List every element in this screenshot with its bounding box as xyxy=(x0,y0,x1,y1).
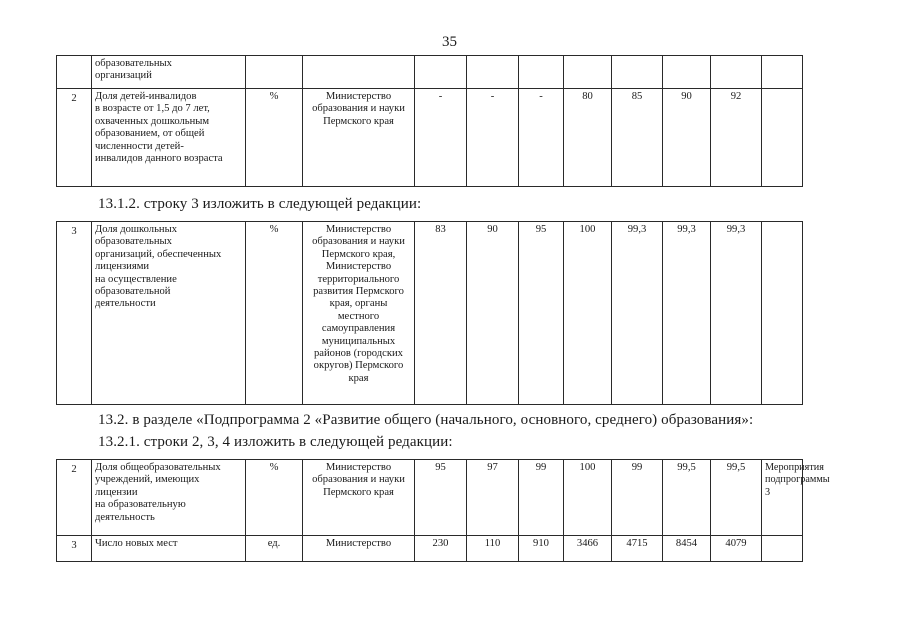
value-cell: 99 xyxy=(519,460,564,536)
value-cell: 90 xyxy=(467,222,519,405)
value-cell: 90 xyxy=(663,89,711,187)
unit-cell xyxy=(246,56,303,89)
value-cell: 99,3 xyxy=(663,222,711,405)
value-cell: 99,5 xyxy=(711,460,762,536)
value-cell: 83 xyxy=(415,222,467,405)
value-cell: - xyxy=(415,89,467,187)
responsible-cell: Министерство образования и науки Пермского края, Министерство территориального развития Пермского края, органы местного самоуправления муниципальных районов (городских округов) Пермского края xyxy=(303,222,415,405)
note-cell xyxy=(762,56,803,89)
row-number xyxy=(57,56,92,89)
value-cell: 8454 xyxy=(663,536,711,562)
table-row xyxy=(57,460,803,536)
responsible-cell: Министерство образования и науки Пермского края xyxy=(303,460,415,536)
value-cell: 3466 xyxy=(564,536,612,562)
value-cell: 92 xyxy=(711,89,762,187)
responsible-cell: Министерство образования и науки Пермского края xyxy=(303,89,415,187)
value-cell: 4715 xyxy=(612,536,663,562)
value-cell: 95 xyxy=(415,460,467,536)
value-cell: 100 xyxy=(564,222,612,405)
value-cell: - xyxy=(467,89,519,187)
indicator-name: Доля детей-инвалидов в возрасте от 1,5 до 7 лет, охваченных дошкольным образованием, от общей численности детей- инвалидов данного возраста xyxy=(92,89,246,187)
amendment-paragraph-13-2: 13.2. в разделе «Подпрограмма 2 «Развитие общего (начального, основного, среднего) образования»: xyxy=(98,412,754,428)
page-number: 35 xyxy=(442,34,457,50)
table-row xyxy=(57,222,803,405)
value-cell: 100 xyxy=(564,460,612,536)
table-row xyxy=(57,536,803,562)
responsible-cell xyxy=(303,56,415,89)
amendment-paragraph-13-2-1: 13.2.1. строки 2, 3, 4 изложить в следующей редакции: xyxy=(98,434,453,450)
note-cell: Мероприятия подпрограммы 3 xyxy=(762,460,803,536)
note-cell xyxy=(762,89,803,187)
value-cell: 99,3 xyxy=(711,222,762,405)
indicator-name: Доля дошкольных образовательных организаций, обеспеченных лицензиями на осуществление образовательной деятельности xyxy=(92,222,246,405)
unit-cell: % xyxy=(246,222,303,405)
row-number: 2 xyxy=(57,460,92,536)
indicator-name: образовательных организаций xyxy=(92,56,246,89)
row-number: 2 xyxy=(57,89,92,187)
indicators-table-rows-2-4 xyxy=(56,459,830,562)
unit-cell: % xyxy=(246,460,303,536)
value-cell: 110 xyxy=(467,536,519,562)
amendment-paragraph-13-1-2: 13.1.2. строку 3 изложить в следующей редакции: xyxy=(98,196,422,212)
value-cell: 910 xyxy=(519,536,564,562)
value-cell: 230 xyxy=(415,536,467,562)
value-cell xyxy=(564,56,612,89)
table-row xyxy=(57,89,803,187)
value-cell: 99 xyxy=(612,460,663,536)
value-cell: - xyxy=(519,89,564,187)
value-cell xyxy=(467,56,519,89)
indicators-table-row-3 xyxy=(56,221,803,405)
note-cell xyxy=(762,536,803,562)
indicator-name: Доля общеобразовательных учреждений, имеющих лицензии на образовательную деятельность xyxy=(92,460,246,536)
value-cell: 85 xyxy=(612,89,663,187)
responsible-cell: Министерство xyxy=(303,536,415,562)
row-number: 3 xyxy=(57,536,92,562)
row-number: 3 xyxy=(57,222,92,405)
value-cell xyxy=(415,56,467,89)
note-cell xyxy=(762,222,803,405)
value-cell xyxy=(519,56,564,89)
unit-cell: % xyxy=(246,89,303,187)
value-cell: 95 xyxy=(519,222,564,405)
value-cell xyxy=(711,56,762,89)
table-row xyxy=(57,56,803,89)
value-cell: 99,5 xyxy=(663,460,711,536)
unit-cell: ед. xyxy=(246,536,303,562)
value-cell xyxy=(663,56,711,89)
value-cell: 80 xyxy=(564,89,612,187)
value-cell: 97 xyxy=(467,460,519,536)
indicator-name: Число новых мест xyxy=(92,536,246,562)
value-cell: 99,3 xyxy=(612,222,663,405)
indicators-table-continued xyxy=(56,55,803,187)
value-cell: 4079 xyxy=(711,536,762,562)
value-cell xyxy=(612,56,663,89)
